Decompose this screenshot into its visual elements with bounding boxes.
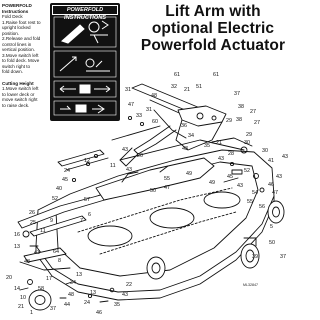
part-label: 35 bbox=[204, 143, 210, 149]
part-label: 10 bbox=[20, 295, 26, 301]
part-label: 51 bbox=[196, 84, 202, 90]
part-label: 43 bbox=[282, 154, 288, 160]
decal-instructions-heading: POWERFOLD Instructions bbox=[2, 3, 32, 14]
part-label: 13 bbox=[76, 272, 82, 278]
part-label: 21 bbox=[216, 140, 222, 146]
part-label: 28 bbox=[228, 151, 234, 157]
part-label: 21 bbox=[184, 87, 190, 93]
decal-instructions-sub: Fold Deck bbox=[2, 14, 23, 19]
part-label: 61 bbox=[174, 72, 180, 78]
part-label: 61 bbox=[213, 72, 219, 78]
part-label: 35 bbox=[114, 302, 120, 308]
part-label: 43 bbox=[218, 156, 224, 162]
decal-step-line: position. bbox=[2, 30, 20, 36]
title-line-1: Lift Arm with bbox=[165, 3, 261, 20]
decal-step-line: 2.Release and fold bbox=[2, 36, 41, 41]
part-label: 9 bbox=[50, 218, 53, 224]
part-label: 52 bbox=[52, 196, 58, 202]
part-label: 24 bbox=[64, 168, 70, 174]
decal-step-line: fold down. bbox=[2, 69, 23, 74]
decal-cutting-line: move switch right bbox=[2, 97, 38, 102]
part-label: 1 bbox=[30, 310, 33, 316]
part-label: 43 bbox=[276, 174, 282, 180]
part-label: 46 bbox=[268, 182, 274, 188]
part-label: 43 bbox=[122, 292, 128, 298]
part-label: 48 bbox=[24, 259, 30, 265]
part-label: 38 bbox=[238, 104, 244, 110]
decal-panel-title: POWERFOLD INSTRUCTIONS bbox=[52, 5, 118, 15]
part-label: 49 bbox=[186, 171, 192, 177]
part-label: 34 bbox=[188, 133, 194, 139]
part-label: 47 bbox=[272, 190, 278, 196]
part-label: 11 bbox=[110, 163, 116, 169]
caster-wheel-center bbox=[147, 257, 165, 279]
decal-cutting-line: 1.Move switch left bbox=[2, 86, 39, 91]
part-label: 7 bbox=[80, 218, 83, 224]
part-label: 27 bbox=[250, 109, 256, 115]
part-label: 45 bbox=[227, 174, 233, 180]
part-label: 43 bbox=[182, 146, 188, 152]
part-label: 13 bbox=[90, 290, 96, 296]
decal-step-line: to fold deck. Move bbox=[2, 58, 40, 63]
part-label: 48 bbox=[68, 292, 74, 298]
part-label: 11 bbox=[40, 228, 46, 234]
part-label: 39 bbox=[252, 254, 258, 260]
part-label: 58 bbox=[38, 286, 44, 292]
caster-wheel-front-left bbox=[29, 290, 51, 310]
part-label: 45 bbox=[62, 177, 68, 183]
part-label: 57 bbox=[84, 197, 90, 203]
part-label: 27 bbox=[254, 120, 260, 126]
part-label: 43 bbox=[126, 167, 132, 173]
part-label: 36 bbox=[181, 123, 187, 129]
decal-step-line: 1.Raise foot rest to bbox=[2, 19, 41, 25]
decal-cutting-heading: Cutting Height bbox=[2, 80, 34, 86]
part-label: 37 bbox=[50, 306, 56, 312]
part-label: 64 bbox=[53, 249, 59, 255]
part-label: 6 bbox=[88, 212, 91, 218]
part-label: 46 bbox=[96, 310, 102, 316]
part-label: 54 bbox=[252, 190, 258, 196]
part-label: 56 bbox=[259, 204, 265, 210]
part-label: 47 bbox=[164, 185, 170, 191]
part-label: 37 bbox=[280, 254, 286, 260]
drawing-code: ML32847 bbox=[243, 283, 258, 287]
part-label: 55 bbox=[247, 199, 253, 205]
part-label: 13 bbox=[14, 244, 20, 250]
part-label: 20 bbox=[137, 153, 143, 159]
part-label: 33 bbox=[136, 113, 142, 119]
part-label: 43 bbox=[34, 250, 40, 256]
title-line-2: optional Electric bbox=[151, 20, 275, 37]
decal-cutting-line: to raise deck. bbox=[2, 102, 30, 108]
part-label: 49 bbox=[209, 180, 215, 186]
part-label: 21 bbox=[18, 304, 24, 310]
part-label: 22 bbox=[126, 282, 132, 288]
part-label: 12 bbox=[84, 158, 90, 164]
part-label: 5 bbox=[270, 224, 273, 230]
part-label: 8 bbox=[58, 258, 61, 264]
part-label: 30 bbox=[262, 148, 268, 154]
part-label: 17 bbox=[46, 276, 52, 282]
part-label: 43 bbox=[237, 183, 243, 189]
part-label: 31 bbox=[146, 107, 152, 113]
part-label: 55 bbox=[164, 176, 170, 182]
decal-step-line: control lines in bbox=[2, 41, 32, 47]
part-label: 31 bbox=[125, 87, 131, 93]
part-label: 29 bbox=[246, 132, 252, 138]
part-label: 44 bbox=[64, 302, 70, 308]
part-label: 48 bbox=[151, 93, 157, 99]
decal-step-line: 3.Move switch left bbox=[2, 52, 39, 58]
decal-step-line: upright locked bbox=[2, 25, 31, 30]
part-label: 32 bbox=[171, 84, 177, 90]
part-label: 47 bbox=[128, 102, 134, 108]
part-label: 40 bbox=[56, 186, 62, 192]
part-label: 50 bbox=[269, 240, 275, 246]
part-label: 20 bbox=[6, 275, 12, 281]
part-label: 30 bbox=[244, 140, 250, 146]
part-label: 60 bbox=[152, 119, 158, 125]
part-label: 16 bbox=[14, 232, 20, 238]
decal-step-line: switch right to bbox=[2, 63, 31, 69]
part-label: 41 bbox=[268, 158, 274, 164]
part-label: 26 bbox=[29, 210, 35, 216]
decal-step-line: vertical position. bbox=[2, 47, 35, 52]
part-label: 37 bbox=[234, 91, 240, 97]
part-label: 52 bbox=[244, 168, 250, 174]
part-label: 50 bbox=[150, 188, 156, 194]
title-line-3: Powerfold Actuator bbox=[140, 37, 286, 54]
decal-cutting-line: to lower deck or bbox=[2, 91, 35, 97]
part-label: 43 bbox=[122, 147, 128, 153]
caster-wheel-rear-right bbox=[268, 201, 284, 223]
part-label: 24 bbox=[84, 300, 90, 306]
part-label: 38 bbox=[236, 117, 242, 123]
part-label: 34 bbox=[70, 280, 76, 286]
part-label: 29 bbox=[226, 118, 232, 124]
part-label: 25 bbox=[30, 220, 36, 226]
part-label: 14 bbox=[14, 286, 20, 292]
